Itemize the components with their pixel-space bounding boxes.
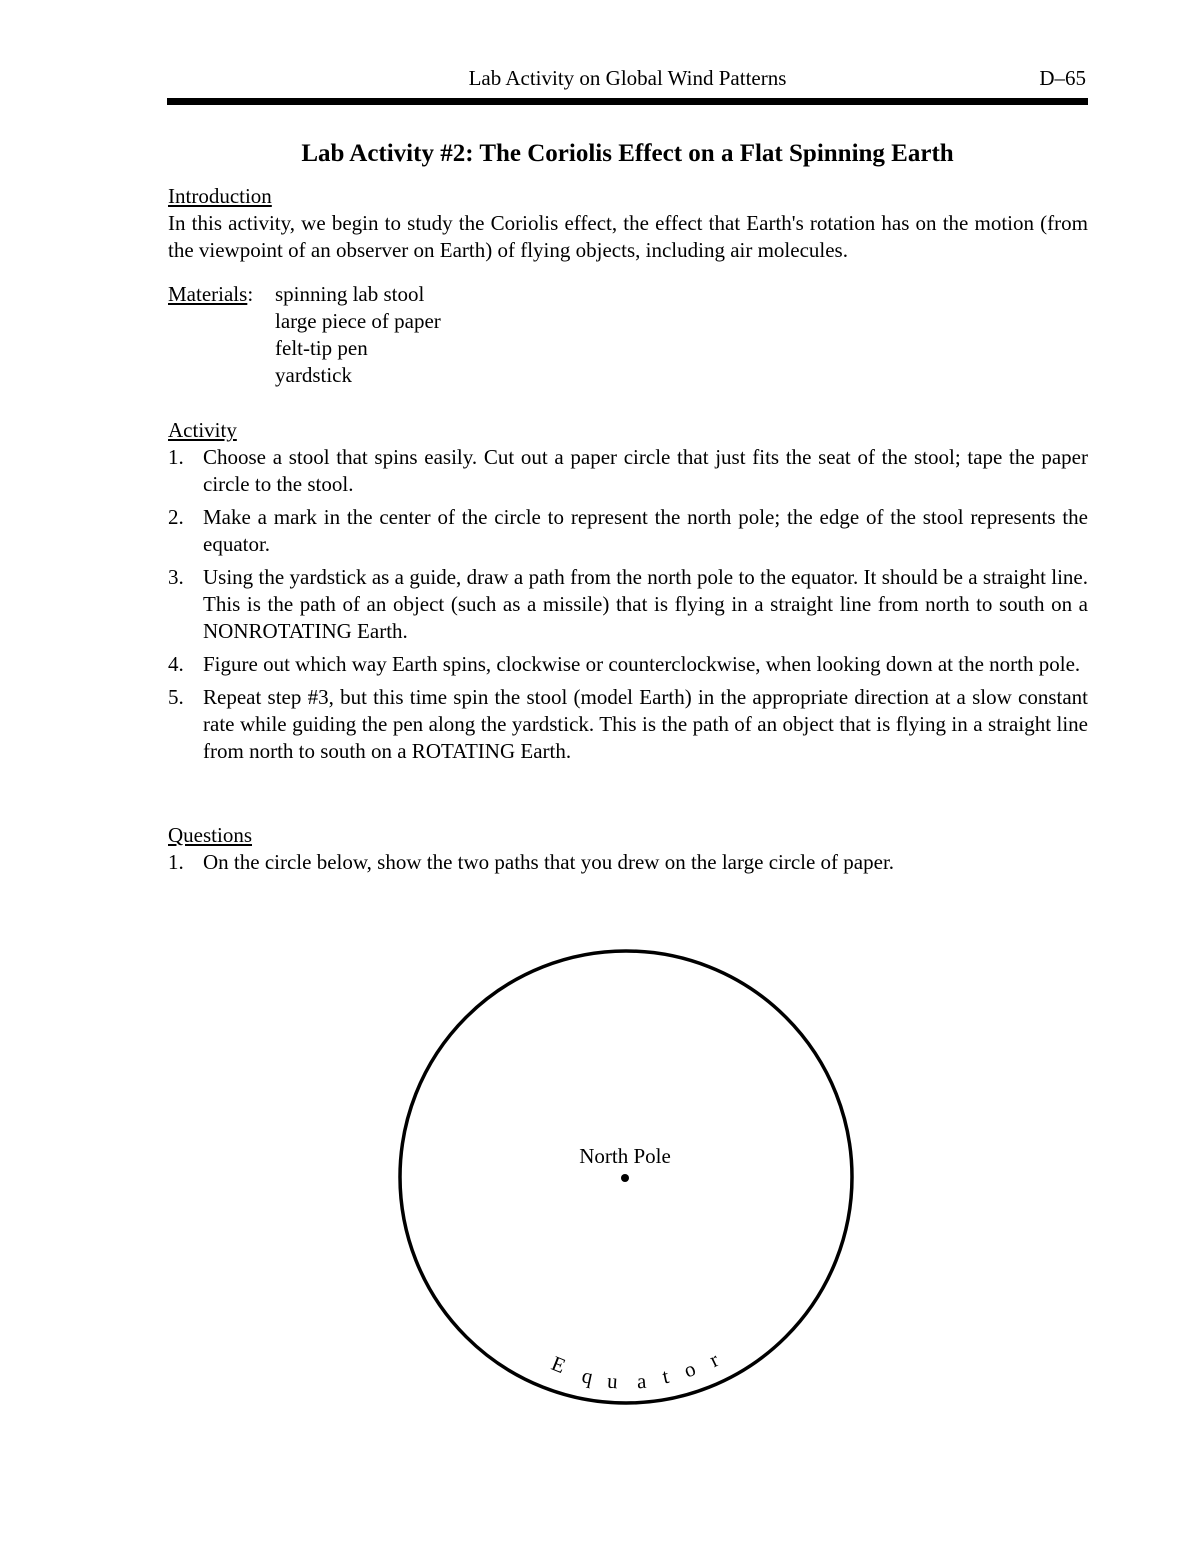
step-number: 5. bbox=[168, 685, 184, 709]
question-number: 1. bbox=[168, 850, 184, 874]
step-text: Repeat step #3, but this time spin the stool (model Earth) in the appropriate direction at a slow constant rate while guiding the pen along the yardstick. This is the path of an object that is flying in a straight line from north to south on a ROTATING Earth. bbox=[203, 685, 1088, 763]
step-number: 2. bbox=[168, 505, 184, 529]
north-pole-label: North Pole bbox=[579, 1144, 671, 1168]
activity-steps bbox=[168, 444, 1088, 765]
step-text: Using the yardstick as a guide, draw a path from the north pole to the equator. It should be a straight line. This is the path of an object (such as a missile) that is flying in a straight line from north to south on a NONROTATING Earth. bbox=[203, 565, 1088, 643]
materials-section bbox=[168, 281, 1088, 389]
equator-letter: r bbox=[705, 1347, 723, 1373]
activity-heading: Activity bbox=[168, 418, 237, 442]
activity-step bbox=[168, 564, 1088, 645]
materials-label: Materials bbox=[168, 282, 248, 306]
material-item: felt-tip pen bbox=[275, 336, 368, 360]
earth-circle-diagram bbox=[390, 940, 870, 1420]
questions-heading: Questions bbox=[168, 823, 252, 847]
activity-step bbox=[168, 444, 1088, 498]
page-number: D–65 bbox=[1039, 66, 1086, 90]
equator-letter: t bbox=[660, 1363, 671, 1389]
step-number: 1. bbox=[168, 445, 184, 469]
material-item: spinning lab stool bbox=[275, 282, 425, 306]
step-number: 4. bbox=[168, 652, 184, 676]
equator-letter: q bbox=[579, 1363, 596, 1389]
activity-step bbox=[168, 684, 1088, 765]
equator-letter: E bbox=[548, 1350, 570, 1379]
header-rule bbox=[167, 98, 1088, 105]
material-item: yardstick bbox=[275, 363, 352, 387]
introduction-text: In this activity, we begin to study the Coriolis effect, the effect that Earth's rotation has on the motion (from the viewpoint of an observer on Earth) of flying objects, including air molecules. bbox=[168, 211, 1088, 262]
step-text: Choose a stool that spins easily. Cut out a paper circle that just fits the seat of the stool; tape the paper circle to the stool. bbox=[203, 445, 1088, 496]
equator-letter: a bbox=[636, 1368, 648, 1394]
materials-heading: Materials: bbox=[168, 282, 254, 306]
activity-step bbox=[168, 651, 1088, 678]
step-number: 3. bbox=[168, 565, 184, 589]
page-header bbox=[167, 66, 1088, 96]
equator-letter: u bbox=[606, 1368, 619, 1394]
introduction-heading: Introduction bbox=[168, 184, 272, 208]
material-item: large piece of paper bbox=[275, 309, 441, 333]
activity-step bbox=[168, 504, 1088, 558]
question-item bbox=[168, 849, 1088, 876]
header-title: Lab Activity on Global Wind Patterns bbox=[468, 66, 787, 90]
question-text: On the circle below, show the two paths that you drew on the large circle of paper. bbox=[203, 850, 895, 874]
step-text: Make a mark in the center of the circle to represent the north pole; the edge of the stool represents the equator. bbox=[203, 505, 1088, 556]
equator-letter: o bbox=[680, 1356, 699, 1383]
materials-list bbox=[275, 281, 441, 389]
step-text: Figure out which way Earth spins, clockwise or counterclockwise, when looking down at the north pole. bbox=[203, 652, 1081, 676]
questions-list bbox=[168, 849, 1088, 876]
document-body bbox=[168, 183, 1088, 882]
north-pole-dot bbox=[621, 1174, 629, 1182]
document-title: Lab Activity #2: The Coriolis Effect on a Flat Spinning Earth bbox=[301, 140, 954, 167]
